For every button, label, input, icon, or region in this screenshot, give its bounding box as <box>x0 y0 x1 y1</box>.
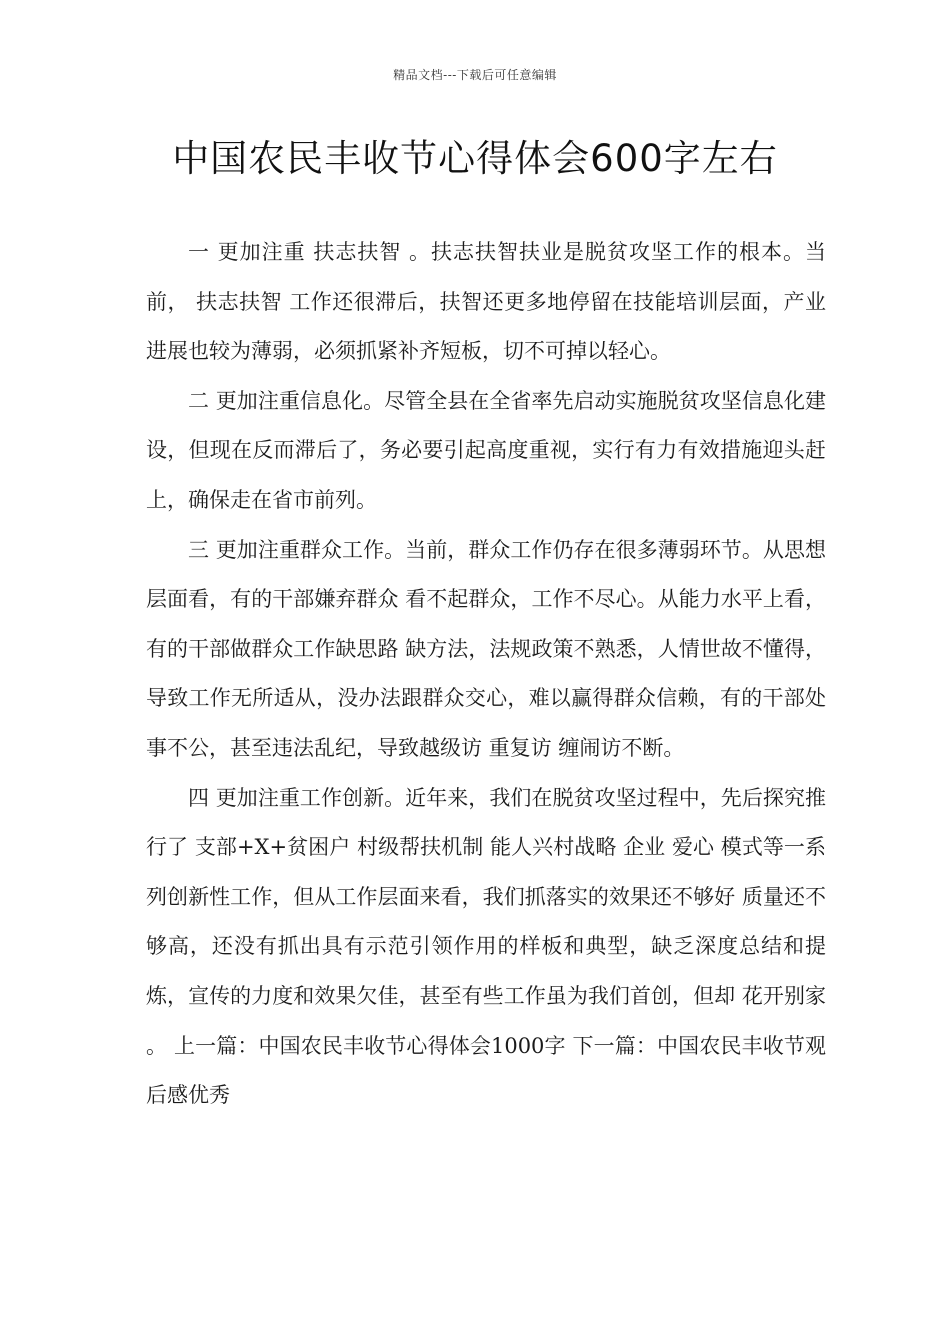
paragraph-1: 一 更加注重 扶志扶智 。扶志扶智扶业是脱贫攻坚工作的根本。当前， 扶志扶智 工作还很滞后，扶智还更多地停留在技能培训层面，产业进展也较为薄弱，必须抓紧补齐短板，切不可掉以轻心。 <box>146 240 826 364</box>
header-note: 精品文档---下载后可任意编辑 <box>393 68 557 82</box>
paragraph-3: 三 更加注重群众工作。当前，群众工作仍存在很多薄弱环节。从思想层面看，有的干部嫌弃群众 看不起群众，工作不尽心。从能力水平上看，有的干部做群众工作缺思路 缺方法，法规政策不熟悉，人情世故不懂得，导致工作无所适从，没办法跟群众交心，难以赢得群众信赖，有的干部处事不公，甚至违法乱纪，导致越级访 重复访 缠闹访不断。 <box>146 537 826 760</box>
paragraph-4: 四 更加注重工作创新。近年来，我们在脱贫攻坚过程中，先后探究推行了 支部+X+贫困户 村级帮扶机制 能人兴村战略 企业 爱心 模式等一系列创新性工作，但从工作层面来看，我们抓落实的效果还不够好 质量还不够高，还没有抓出具有示范引领作用的样板和典型，缺乏深度总结和提炼，宣传的力度和效果欠佳，甚至有些工作虽为我们首创，但却 花开别家 。 上一篇：中国农民丰收节心得体会1000字 下一篇：中国农民丰收节观后感优秀 <box>146 785 826 1108</box>
document-body <box>146 228 826 1121</box>
paragraph-2: 二 更加注重信息化。尽管全县在全省率先启动实施脱贫攻坚信息化建设，但现在反而滞后了，务必要引起高度重视，实行有力有效措施迎头赶上，确保走在省市前列。 <box>146 388 826 512</box>
document-title: 中国农民丰收节心得体会600字左右 <box>172 137 778 180</box>
